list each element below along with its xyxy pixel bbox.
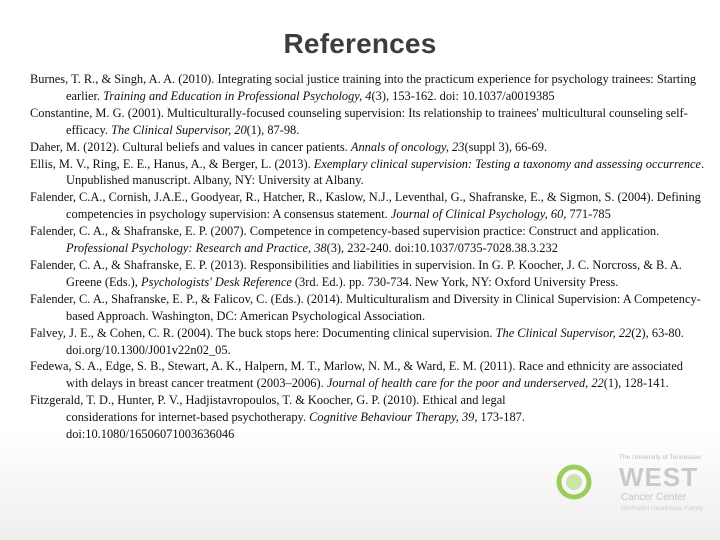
logo-tagline: Methodist Healthcare Family bbox=[621, 505, 704, 512]
slide-title: References bbox=[283, 28, 437, 59]
reference-item: Falender, C. A., & Shafranske, E. P. (2013). Responsibilities and liabilities in supervision. In G. P. Koocher, J. C. Norcross, & B. A. Greene (Eds.), Psychologists' Desk Reference (3rd. Ed.). pp. 730-734. New York, NY: Oxford University Press. bbox=[30, 257, 682, 289]
reference-item: Falender, C. A., Shafranske, E. P., & Falicov, C. (Eds.). (2014). Multiculturalism and Diversity in Clinical Supervision: A Competency-based Approach. Washington, DC: American Psychological Association. bbox=[30, 291, 701, 323]
reference-item: Ellis, M. V., Ring, E. E., Hanus, A., & Berger, L. (2013). Exemplary clinical supervision: Testing a taxonomy and assessing occurrence. Unpublished manuscript. Albany, NY: University at Albany. bbox=[30, 156, 705, 188]
west-cancer-center-logo bbox=[553, 444, 713, 534]
university-name: The University of Tennessee bbox=[619, 454, 701, 461]
reference-list bbox=[30, 71, 706, 443]
reference-item: Falender, C.A., Cornish, J.A.E., Goodyear, R., Hatcher, R., Kaslow, N.J., Leventhal, G., Shafranske, E., & Sigmon, S. (2004). Defining competencies in psychology supervision: A consensus statement. Journal of Clinical Psychology, 60, 771-785 bbox=[30, 190, 701, 222]
reference-item: Constantine, M. G. (2001). Multiculturally-focused counseling supervision: Its relationship to trainees' multicultural counseling self-efficacy. The Clinical Supervisor, 20(1), 87-98. bbox=[30, 105, 688, 137]
reference-item: Falvey, J. E., & Cohen, C. R. (2004). The buck stops here: Documenting clinical supervision. The Clinical Supervisor, 22(2), 63-80. doi.org/10.1300/J001v22n02_05. bbox=[30, 325, 684, 357]
logo-subtitle: Cancer Center bbox=[621, 492, 687, 503]
ring-logo-icon bbox=[556, 464, 592, 500]
reference-item: Fedewa, S. A., Edge, S. B., Stewart, A. K., Halpern, M. T., Marlow, N. M., & Ward, E. M. (2011). Race and ethnicity are associated with delays in breast cancer treatment (2003–2006). Journal of health care for the poor and underserved, 22(1), 128-141. bbox=[30, 359, 683, 391]
reference-item: Fitzgerald, T. D., Hunter, P. V., Hadjistavropoulos, T. & Koocher, G. P. (2010). Ethical and legal considerations for internet-based psychotherapy. Cognitive Behaviour Therapy, 39, 173-187. doi:10.1080/16506071003636046 bbox=[30, 393, 525, 442]
reference-item: Burnes, T. R., & Singh, A. A. (2010). Integrating social justice training into the practicum experience for psychology trainees: Starting earlier. Training and Education in Professional Psychology, 4(3), 153-162. doi: 10.1037/a0019385 bbox=[30, 72, 697, 103]
reference-item: Falender, C. A., & Shafranske, E. P. (2007). Competence in competency-based supervision practice: Construct and application. Professional Psychology: Research and Practice, 38(3), 232-240. doi:10.1037/0735-7028.38.3.232 bbox=[30, 224, 660, 256]
logo-wordmark: WEST bbox=[619, 462, 699, 492]
reference-item: Daher, M. (2012). Cultural beliefs and values in cancer patients. Annals of oncology, 23(suppl 3), 66-69. bbox=[30, 139, 548, 154]
